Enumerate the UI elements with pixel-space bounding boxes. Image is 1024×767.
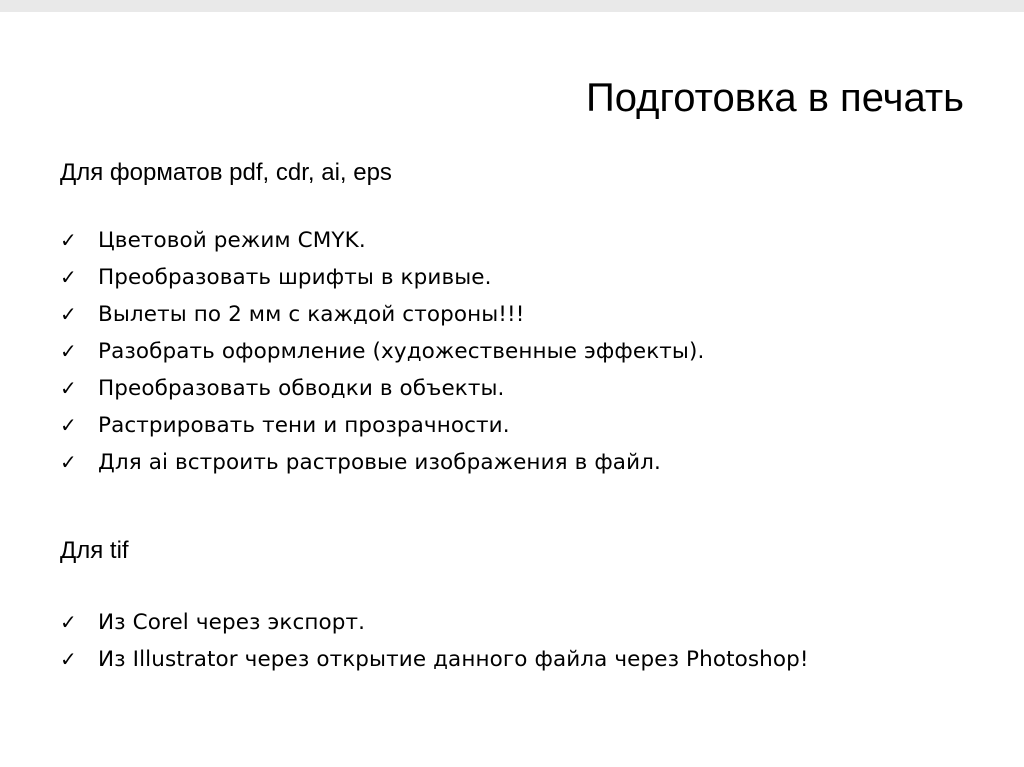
list-item [60, 610, 809, 647]
check-icon: ✓ [60, 302, 77, 326]
list-item [60, 413, 704, 450]
slide [0, 12, 1024, 767]
list-item [60, 302, 704, 339]
list-item-text: Преобразовать обводки в объекты. [98, 376, 505, 401]
list-item [60, 339, 704, 376]
check-icon: ✓ [60, 228, 77, 252]
check-icon: ✓ [60, 450, 77, 474]
list-item [60, 450, 704, 487]
check-icon: ✓ [60, 376, 77, 400]
slide-top-border [0, 0, 1024, 12]
list-item [60, 228, 704, 265]
check-icon: ✓ [60, 647, 77, 671]
checklist-tif [60, 610, 809, 684]
list-item-text: Для ai встроить растровые изображения в файл. [98, 450, 661, 475]
list-item [60, 265, 704, 302]
list-item [60, 376, 704, 413]
list-item-text: Растрировать тени и прозрачности. [98, 413, 510, 438]
list-item-text: Разобрать оформление (художественные эффекты). [98, 339, 705, 364]
list-item [60, 647, 809, 684]
list-item-text: Вылеты по 2 мм с каждой стороны!!! [98, 302, 525, 327]
check-icon: ✓ [60, 339, 77, 363]
section-heading-formats: Для форматов pdf, cdr, ai, eps [60, 159, 392, 186]
checklist-formats [60, 228, 704, 487]
section-heading-tif: Для tif [60, 537, 129, 564]
list-item-text: Из Illustrator через открытие данного файла через Photoshop! [98, 647, 809, 672]
check-icon: ✓ [60, 610, 77, 634]
check-icon: ✓ [60, 413, 77, 437]
list-item-text: Преобразовать шрифты в кривые. [98, 265, 492, 290]
slide-title: Подготовка в печать [586, 76, 964, 120]
check-icon: ✓ [60, 265, 77, 289]
list-item-text: Цветовой режим CMYK. [98, 228, 366, 253]
list-item-text: Из Corel через экспорт. [98, 610, 366, 635]
